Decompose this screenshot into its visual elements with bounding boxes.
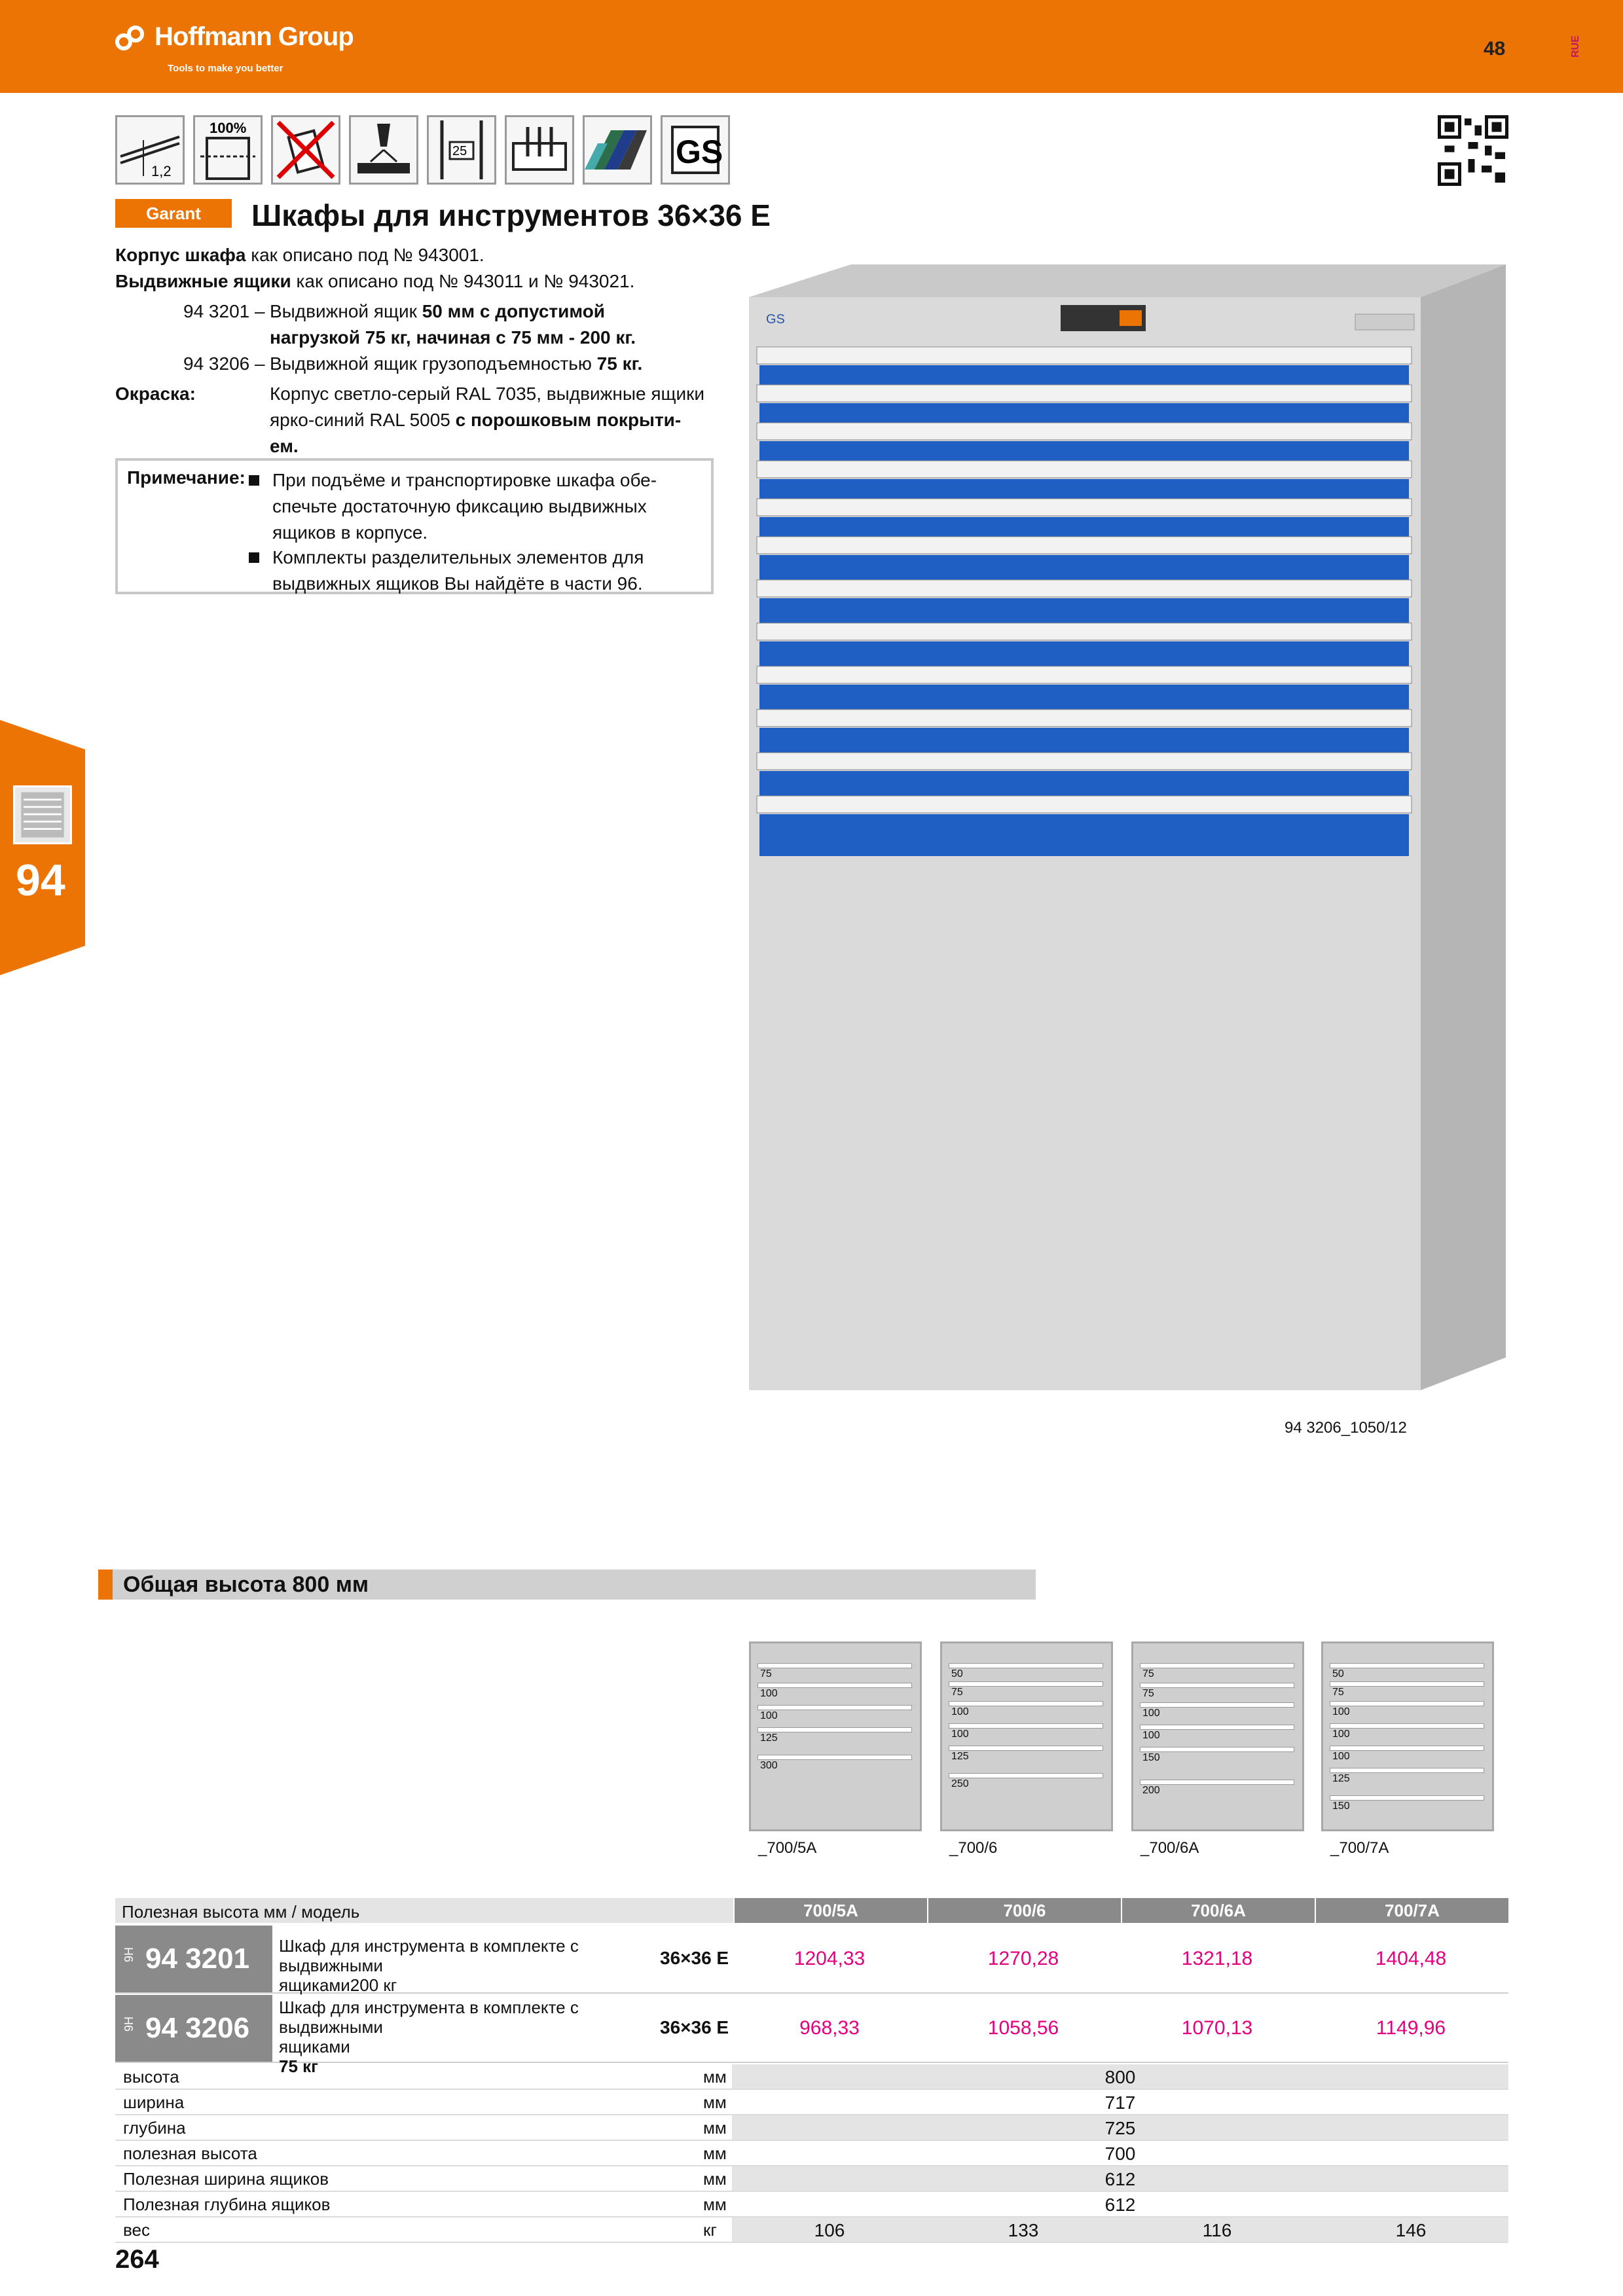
thumbnail-drawer — [1140, 1747, 1294, 1752]
drawer-layout-thumbnail — [1321, 1641, 1494, 1831]
item2-line: Выдвижной ящик грузоподъемностью 75 кг. — [270, 353, 643, 374]
drawers-line: Выдвижные ящики как описано под № 943011 и № 943021. — [115, 271, 635, 291]
product-description: Шкаф для инструмента в комплекте с выдвижными ящиками200 кг — [279, 1936, 579, 1995]
article-number[interactable]: 94 3201 — [145, 1943, 250, 1975]
product-description: Шкаф для инструмента в комплекте с выдвижными ящиками 75 кг — [279, 1998, 579, 2076]
drawer-handle — [757, 666, 1412, 683]
drawer-handle — [757, 796, 1412, 813]
model-header: 700/5A — [735, 1898, 927, 1923]
drawer-handle — [757, 499, 1412, 516]
drawer-layout-thumbnail — [1131, 1641, 1304, 1831]
drawer-height-label: 75 — [760, 1668, 772, 1679]
model-header: 700/7A — [1316, 1898, 1508, 1923]
price: 1058,56 — [987, 2017, 1059, 2039]
photo-caption: 94 3206_1050/12 — [1285, 1419, 1407, 1437]
drawer-height-label: 100 — [1332, 1751, 1350, 1762]
housing-line: Корпус шкафа как описано под № 943001. — [115, 245, 484, 265]
article-number[interactable]: 94 3206 — [145, 2012, 250, 2044]
thumbnail-drawer — [1330, 1701, 1484, 1706]
extension-value: 100% — [210, 120, 247, 136]
drawer-handle — [757, 537, 1412, 554]
item1-line2: нагрузкой 75 кг, начиная с 75 мм - 200 кг. — [270, 327, 636, 348]
chapter-side-tab[interactable] — [0, 720, 85, 975]
product-photo — [740, 264, 1512, 1390]
drawer-height-label: 300 — [760, 1760, 778, 1771]
full-extension-icon — [193, 115, 263, 185]
table-row — [115, 1926, 1508, 1994]
price: 1321,18 — [1181, 1948, 1253, 1969]
thumbnail-drawer — [949, 1746, 1103, 1751]
bullet-icon — [249, 552, 259, 563]
sheet-thickness-icon — [115, 115, 185, 185]
drawer-height-label: 125 — [1332, 1773, 1350, 1784]
chapter-number: 94 — [16, 855, 65, 905]
drawer-height-label: 100 — [951, 1729, 969, 1740]
thumbnail-drawer — [1140, 1683, 1294, 1688]
page-number: 264 — [115, 2245, 159, 2274]
note-item-2: Комплекты разделительных элементов для выдвижных ящиков Вы найдёте в части 96. — [272, 545, 704, 597]
note-item-1: При подъёме и транспортировке шкафа обе- спечьте достаточную фиксацию выдвижных ящиков в корпусе. — [272, 467, 704, 546]
thumbnail-label: _700/5A — [758, 1839, 817, 1857]
model-header: 700/6A — [1122, 1898, 1315, 1923]
powder-coating-icon — [349, 115, 418, 185]
svg-text:GS: GS — [676, 134, 723, 170]
thumbnail-drawer — [1330, 1723, 1484, 1729]
drawer-height-label: 50 — [951, 1668, 963, 1679]
page-title: Шкафы для инструментов 36×36 E — [251, 198, 771, 232]
section-title: Общая высота 800 мм — [123, 1572, 369, 1597]
drawer-height-label: 100 — [1142, 1708, 1160, 1719]
spec-row: вес кг 106 133 116 146 — [115, 2217, 1508, 2243]
drawer-handle — [757, 623, 1412, 640]
thumbnail-drawer — [1140, 1663, 1294, 1668]
thumbnail-drawer — [1140, 1702, 1294, 1708]
feature-icons — [115, 115, 730, 185]
spec-row: Полезная ширина ящиков мм 612 — [115, 2166, 1508, 2192]
paint-line3: ем. — [270, 436, 299, 456]
section-page-number: 48 — [1484, 38, 1506, 60]
thumbnail-drawer — [949, 1701, 1103, 1706]
product-size: 36×36 E — [660, 2017, 729, 2037]
thumbnail-drawer — [757, 1705, 912, 1710]
drawer-handle — [757, 753, 1412, 770]
thumbnail-drawer — [757, 1663, 912, 1668]
drawer-layout-thumbnail — [940, 1641, 1113, 1831]
drawer-handle — [757, 709, 1412, 726]
section-bar — [98, 1570, 1036, 1600]
drawer-height-label: 250 — [951, 1778, 969, 1789]
brand-name: Hoffmann Group — [155, 22, 354, 51]
item2-code: 94 3206 – — [183, 353, 265, 374]
drawer-height-label: 50 — [1332, 1668, 1344, 1679]
drawer-grid-icon — [427, 115, 496, 185]
drawer-height-label: 75 — [1142, 1668, 1154, 1679]
spec-row: ширина мм 717 — [115, 2090, 1508, 2115]
garant-brand-badge: Garant — [115, 199, 232, 228]
drawer-front — [759, 814, 1409, 856]
color-options-icon — [583, 115, 652, 185]
drawer-height-label: 75 — [951, 1687, 963, 1698]
paint-line2: ярко-синий RAL 5005 с порошковым покрыти- — [270, 410, 682, 430]
thumbnail-drawer — [1330, 1768, 1484, 1773]
drawer-height-label: 125 — [951, 1751, 969, 1762]
drawer-height-label: 100 — [760, 1710, 778, 1721]
cabinet-chapter-icon — [13, 785, 72, 844]
drawer-height-label: 75 — [1142, 1688, 1154, 1699]
thumbnail-drawer — [757, 1755, 912, 1760]
drawer-height-label: 150 — [1142, 1752, 1160, 1763]
thumbnail-drawer — [757, 1727, 912, 1732]
thickness-value: 1,2 — [151, 163, 172, 179]
product-size: 36×36 E — [660, 1948, 729, 1968]
hoffmann-logo-icon — [115, 23, 147, 52]
drawer-handle — [757, 423, 1412, 440]
thumbnail-drawer — [1330, 1663, 1484, 1668]
drawer-height-label: 200 — [1142, 1785, 1160, 1796]
spec-row: глубина мм 725 — [115, 2115, 1508, 2141]
spec-row: Полезная глубина ящиков мм 612 — [115, 2192, 1508, 2217]
note-box — [115, 458, 714, 594]
thumbnail-label: _700/6 — [949, 1839, 998, 1857]
thumbnail-drawer — [949, 1723, 1103, 1729]
thumbnail-label: _700/7A — [1330, 1839, 1389, 1857]
drawer-height-label: 75 — [1332, 1687, 1344, 1698]
drawer-height-label: 100 — [951, 1706, 969, 1717]
drawer-handle — [757, 461, 1412, 478]
qr-code-icon[interactable] — [1438, 115, 1508, 186]
gs-certified-icon — [661, 115, 730, 185]
compartment-value: 25 — [452, 144, 467, 158]
svg-text:GS: GS — [766, 312, 785, 327]
thumbnail-drawer — [757, 1683, 912, 1688]
thumbnail-drawer — [1330, 1795, 1484, 1801]
thumbnail-drawer — [949, 1663, 1103, 1668]
price: 968,33 — [799, 2017, 860, 2039]
drawer-height-label: 100 — [1332, 1729, 1350, 1740]
article-box: 9H 94 3206 — [115, 1995, 272, 2062]
price: 1404,48 — [1375, 1948, 1447, 1969]
article-box: 9H 94 3201 — [115, 1926, 272, 1992]
price: 1270,28 — [987, 1948, 1059, 1969]
drawer-handle — [757, 347, 1412, 364]
brand-tagline: Tools to make you better — [168, 63, 283, 74]
drawer-height-label: 100 — [1332, 1706, 1350, 1717]
thumbnail-drawer — [949, 1773, 1103, 1778]
drawer-height-label: 100 — [1142, 1730, 1160, 1741]
thumbnail-drawer — [1140, 1725, 1294, 1730]
paint-line1: Корпус светло-серый RAL 7035, выдвижные ящики — [270, 384, 705, 404]
table-row — [115, 1995, 1508, 2076]
item1-line1: Выдвижной ящик 50 мм с допустимой — [270, 301, 606, 321]
table-header-row — [115, 1898, 1508, 1924]
spec-row: высота мм 800 — [115, 2064, 1508, 2090]
drawer-handle — [757, 385, 1412, 402]
brand-logo — [115, 22, 354, 52]
thumbnail-drawer — [949, 1681, 1103, 1687]
section-accent — [98, 1570, 113, 1600]
thumbnail-drawer — [1330, 1681, 1484, 1687]
drawer-layout-thumbnail — [749, 1641, 922, 1831]
paint-label: Окраска: — [115, 384, 196, 404]
price: 1149,96 — [1376, 2017, 1446, 2039]
table-header-label: Полезная высота мм / модель — [122, 1902, 360, 1922]
dividers-icon — [505, 115, 574, 185]
drawer-height-label: 100 — [760, 1688, 778, 1699]
drawer-handle — [757, 580, 1412, 597]
thumbnail-drawer — [1140, 1780, 1294, 1785]
price: 1070,13 — [1181, 2017, 1253, 2039]
drawer-height-label: 125 — [760, 1732, 778, 1744]
item1-code: 94 3201 – — [183, 301, 265, 321]
spec-row: полезная высота мм 700 — [115, 2141, 1508, 2166]
thumbnail-label: _700/6A — [1140, 1839, 1199, 1857]
price: 1204,33 — [793, 1948, 866, 1969]
no-tipping-icon — [271, 115, 340, 185]
note-label: Примечание: — [127, 467, 246, 488]
model-header: 700/6 — [928, 1898, 1121, 1923]
thumbnail-drawer — [1330, 1746, 1484, 1751]
drawer-height-label: 150 — [1332, 1801, 1350, 1812]
language-code: RUE — [1570, 35, 1581, 58]
bullet-icon — [249, 475, 259, 486]
